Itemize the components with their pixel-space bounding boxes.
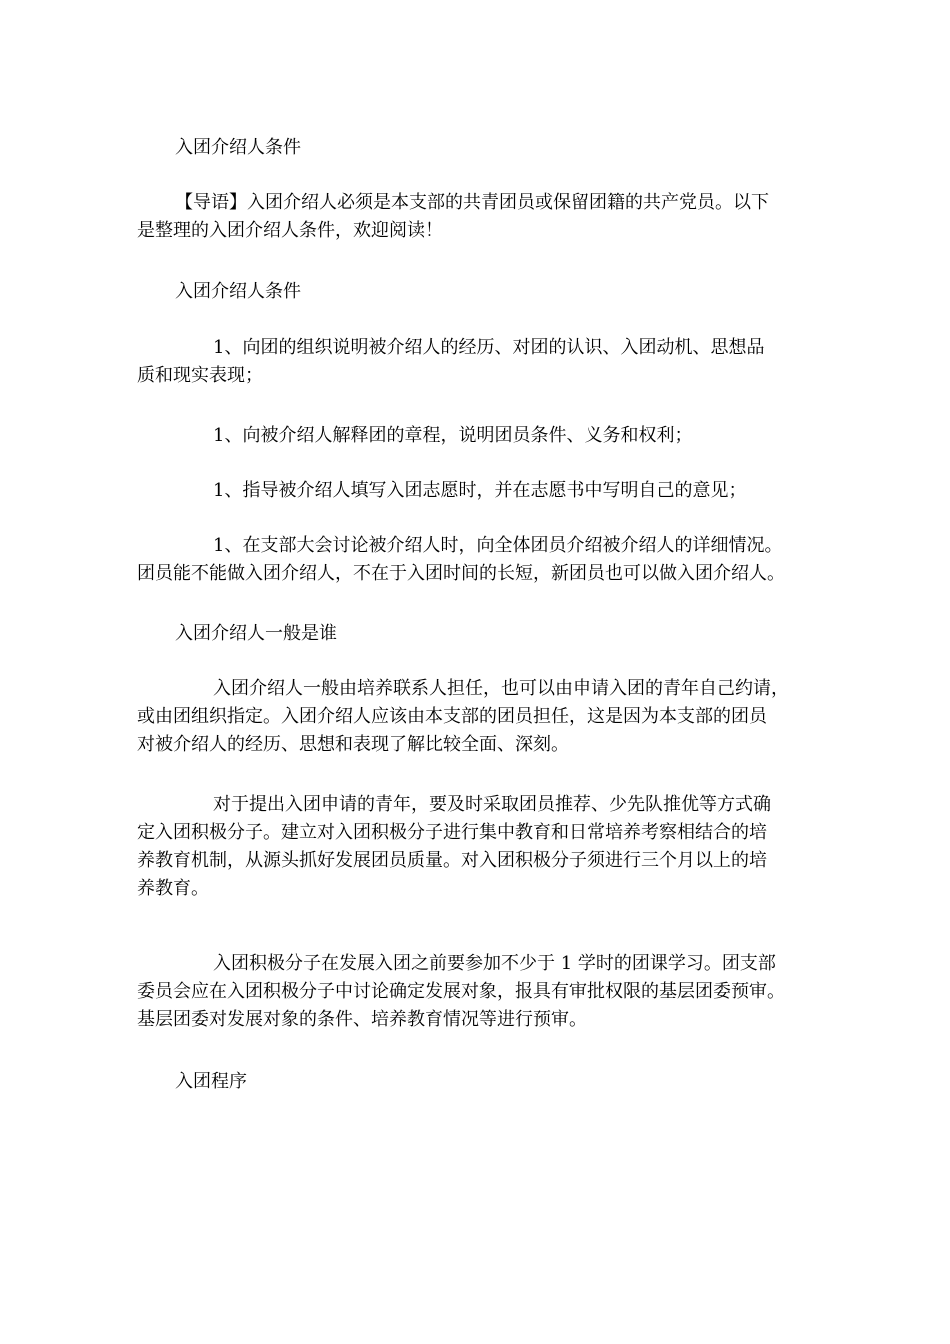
section-heading-who: 入团介绍人一般是谁: [175, 623, 337, 644]
list-item: 1、在支部大会讨论被介绍人时，向全体团员介绍被介绍人的详细情况。 团员能不能做入团介绍人，不在于入团时间的长短，新团员也可以做入团介绍人。: [137, 535, 785, 584]
list-item: 1、向团的组织说明被介绍人的经历、对团的认识、入团动机、思想品 质和现实表现；: [137, 337, 765, 386]
body-paragraph: 对于提出入团申请的青年，要及时采取团员推荐、少先队推优等方式确 定入团积极分子。建立对入团积极分子进行集中教育和日常培养考察相结合的培 养教育机制，从源头抓好发展团员质量。对入团积极分子须进行三个月以上的培 养教育。: [137, 794, 771, 899]
section-heading-procedure: 入团程序: [175, 1071, 247, 1092]
list-item: 1、指导被介绍人填写入团志愿时，并在志愿书中写明自己的意见；: [213, 480, 747, 501]
section-heading-conditions: 入团介绍人条件: [175, 281, 301, 302]
document-title: 入团介绍人条件: [175, 137, 301, 158]
body-paragraph: 入团积极分子在发展入团之前要参加不少于 1 学时的团课学习。团支部 委员会应在入团积极分子中讨论确定发展对象，报具有审批权限的基层团委预审。 基层团委对发展对象的条件、培养教育情况等进行预审。: [137, 953, 785, 1030]
intro-paragraph: 【导语】入团介绍人必须是本支部的共青团员或保留团籍的共产党员。以下 是整理的入团介绍人条件，欢迎阅读！: [137, 192, 769, 241]
list-item: 1、向被介绍人解释团的章程，说明团员条件、义务和权利；: [213, 425, 693, 446]
body-paragraph: 入团介绍人一般由培养联系人担任，也可以由申请入团的青年自己约请， 或由团组织指定。入团介绍人应该由本支部的团员担任，这是因为本支部的团员 对被介绍人的经历、思想和表现了解比较全面、深刻。: [137, 678, 789, 755]
